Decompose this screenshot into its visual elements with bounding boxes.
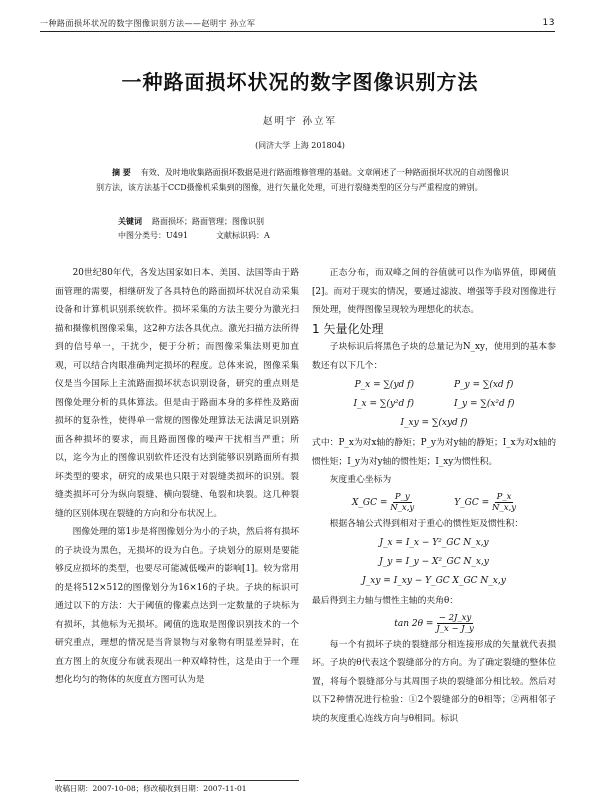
paragraph: 最后得到主力轴与惯性主轴的夹角θ：: [312, 596, 459, 606]
numerator: − 2J_xy: [438, 612, 472, 623]
keywords-text: 路面损坏；路面管理；图像识别: [152, 217, 264, 226]
abstract-label: 摘 要: [112, 168, 131, 177]
equation: J_y = I_y − X²_GC N_x,y: [379, 557, 489, 567]
denominator: N_x,y: [492, 502, 517, 513]
abstract-text: 有效、及时地收集路面损坏数据是进行路面维修管理的基础。文章阐述了一种路面损坏状况的自动图像识别方法，该方法基于CCD摄像机采集到的图像，进行矢量化处理，可进行裂缝类型的区分与严重程度的辨别。: [96, 168, 509, 192]
section-heading: 1 矢量化处理: [312, 321, 384, 336]
equation: I_x = ∑(y²d f): [353, 399, 414, 409]
eq-lhs: Y_GC =: [454, 497, 490, 508]
running-header: [40, 18, 555, 32]
keywords: [118, 214, 264, 229]
authors: 赵明宇 孙立军: [262, 116, 338, 127]
doc-label: 文献标识码：: [216, 231, 265, 240]
paragraph: 正态分布，而双峰之间的谷值就可以作为临界值，即阈值[2]。而对于现实的情况，要通过滤波、增强等手段对图像进行预处理，使得图像呈现较为理想化的状态。: [312, 268, 556, 315]
paragraph: 20世纪80年代，各发达国家如日本、美国、法国等由于路面管理的需要，相继研发了各具特色的路面损坏状况自动采集设备和计算机识别系统软件。损坏采集的方法主要分为激光扫描和摄像机图像采集，这2种方法各具优点。激光扫描方法所得到的信号单一，干扰少，便于分析；而图像采集法则更加直观，可以结合肉眼准确判定损坏的程度。总体来说，图像采集仪是当今国际上主流路面损坏状态识别设备，研究的重点则是图像处理分析的具体算法。但是由于路面本身的多样性及路面损坏的复杂性，使得单一常规的图像处理算法无法满足识别路面各种损坏的要求，而且路面图像的噪声干扰相当严重；所以，迄今为止的图像识别软件还没有达到能够识别路面所有损坏类型的要求，研究的成果也只限于对裂缝类损坏的识别。裂缝类损坏可分为纵向裂缝、横向裂缝、龟裂和块裂。这几种裂缝的区别体现在裂缝的方向和分布状况上。: [55, 268, 299, 519]
fraction: [390, 492, 414, 513]
equation-row: [312, 492, 556, 513]
paragraph: 根据各轴公式得到相对于重心的惯性矩及惯性积：: [329, 518, 524, 529]
right-column: [312, 264, 556, 728]
equation: [312, 613, 556, 634]
equation: I_xy = ∑(xyd f): [400, 418, 468, 428]
equation: I_y = ∑(x²d f): [454, 399, 515, 409]
denominator: J_x − J_y: [436, 623, 474, 634]
equation-row: [312, 377, 556, 394]
clc-code: [118, 230, 188, 241]
equation-row: [312, 396, 556, 413]
fraction: [492, 492, 516, 513]
fraction: [436, 613, 473, 634]
numerator: P_x: [496, 491, 512, 502]
paragraph: 图像处理的第1步是将图像划分为小的子块，然后将有损坏的子块设为黑色，无损坏的设为白色。子块划分的原则是要能够反应损坏的类型，也要尽可能减低噪声的影响[1]。较为常用的是将512×512的图像划分为16×16的子块。子块的标识可通过以下的方法：大于阈值的像素点达到一定数量的子块标为有损坏，其他标为无损坏。阈值的选取是图像识别技术的一个研究重点，理想的情况是当背景物与对象物有明显差异时，在直方图上的灰度分布就表现出一种双峰特性，这是由于一个理想化均匀的物体的灰度直方图可认为是: [55, 527, 299, 685]
eq-lhs: X_GC =: [351, 497, 388, 508]
equation: J_xy = I_xy − Y_GC X_GC N_x,y: [362, 576, 506, 586]
keywords-label: 关键词: [118, 217, 142, 226]
numerator: P_y: [394, 491, 410, 502]
affiliation: (同济大学 上海 201804): [255, 141, 345, 150]
page-number: 13: [542, 18, 555, 28]
paragraph: 式中：P_x为对x轴的静矩；P_y为对y轴的静矩；I_x为对x轴的惯性矩；I_y为对y轴的惯性矩；I_xy为惯性积。: [312, 438, 556, 467]
eq-lhs: tan 2θ =: [394, 618, 434, 629]
clc-value: U491: [166, 231, 189, 240]
doc-code: [216, 230, 270, 241]
classification: [118, 230, 270, 241]
paragraph: 每一个有损坏子块的裂缝部分相连接形成的矢量就代表损坏。子块的θ代表这个裂缝部分的方向。为了确定裂缝的整体位置，将每个裂缝部分与其周围子块的裂缝部分相比较。然后对以下2种情况进行检验：①2个裂缝部分的θ相等；②两相邻子块的灰度重心连线方向与θ相同。标识: [312, 639, 556, 724]
equation: J_x = I_x − Y²_GC N_x,y: [379, 538, 489, 548]
paragraph: 灰度重心坐标为: [329, 475, 392, 485]
equation: P_x = ∑(yd f): [354, 380, 414, 390]
clc-label: 中图分类号：: [118, 231, 166, 240]
equation: [454, 492, 516, 513]
denominator: N_x,y: [390, 502, 415, 513]
doc-value: A: [264, 231, 270, 240]
abstract: [96, 165, 514, 195]
equation: [352, 492, 414, 513]
equation: P_y = ∑(xd f): [454, 380, 514, 390]
article-title: 一种路面损坏状况的数字图像识别方法: [121, 70, 479, 94]
received-date-footnote: 收稿日期：2007-10-08；修改稿收到日期：2007-11-01: [55, 780, 299, 794]
running-title: 一种路面损坏状况的数字图像识别方法——赵明宇 孙立军: [40, 19, 256, 28]
left-column: [55, 264, 299, 690]
paragraph: 子块标识后将黑色子块的总量记为N_xy，使用到的基本参数还有以下几个：: [312, 342, 556, 371]
